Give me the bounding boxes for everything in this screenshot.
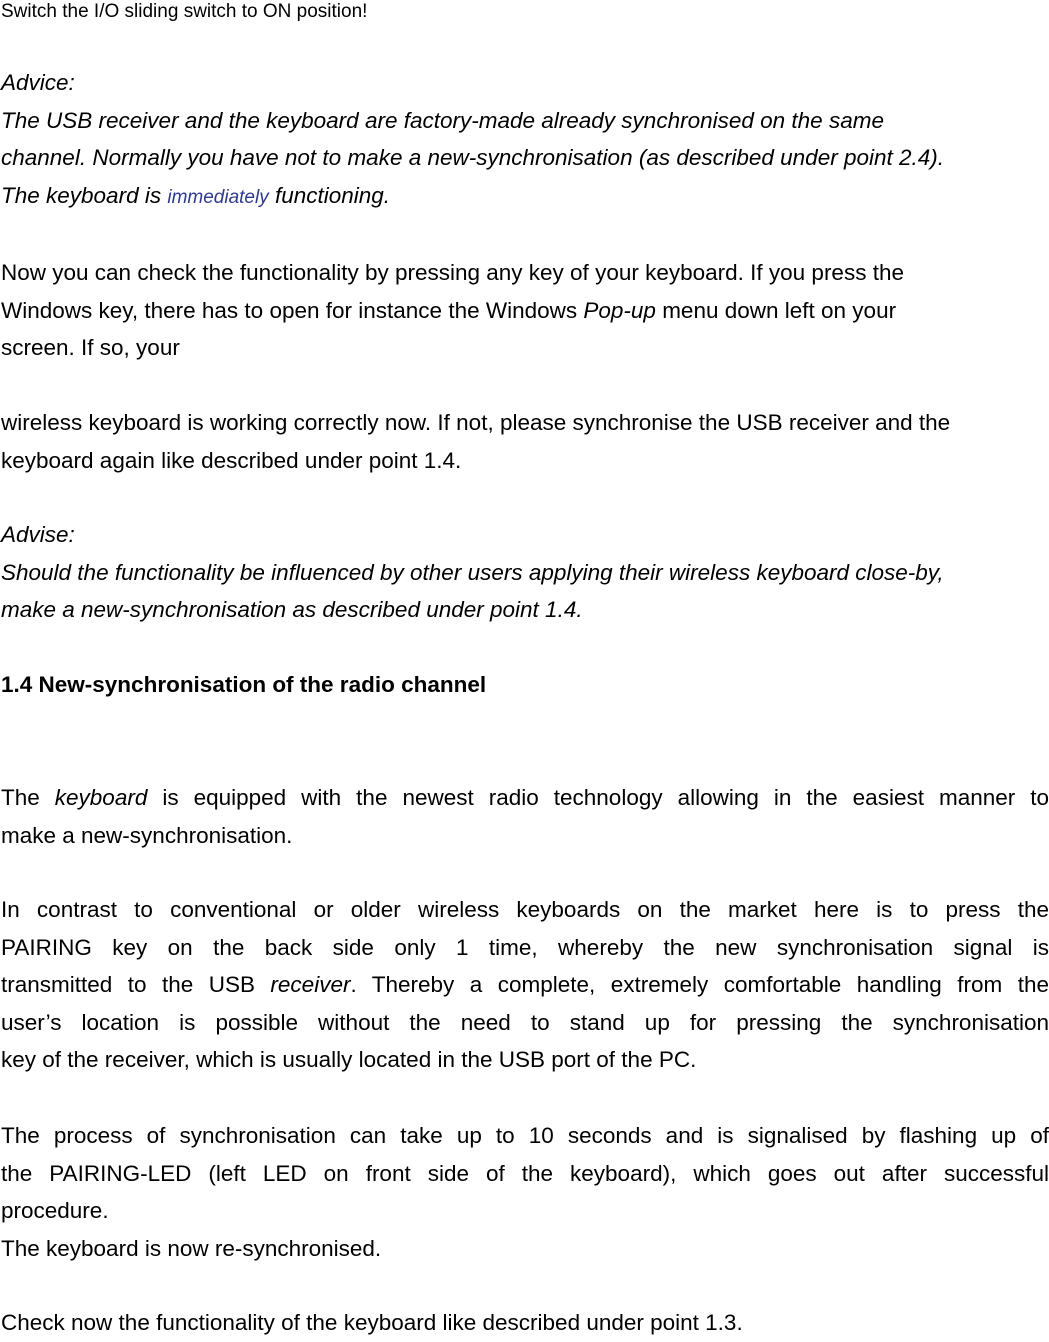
- check-paragraph: [1, 254, 1049, 367]
- contrast-line-1: In contrast to conventional or older wireless keyboards on the market here is to press the: [1, 897, 1049, 922]
- contrast-line-4: user’s location is possible without the need to stand up for pressing the synchronisation: [1, 1009, 1049, 1035]
- intro-line: Switch the I/O sliding switch to ON position!: [1, 1, 368, 22]
- contrast-line-2: PAIRING key on the back side only 1 time, whereby the new synchronisation signal is: [1, 934, 1049, 960]
- check-line-3: screen. If so, your: [1, 335, 180, 360]
- wireless-paragraph: [1, 404, 1049, 479]
- equipped-line-2: make a new-synchronisation.: [1, 822, 293, 848]
- check-line-2: Windows key, there has to open for instance the Windows Pop-up menu down left on your: [1, 297, 897, 323]
- equipped-paragraph: [1, 779, 1049, 854]
- process-line-3: procedure.: [1, 1198, 109, 1223]
- advise-block: [1, 516, 1049, 629]
- advice-label: Advice:: [1, 70, 75, 95]
- final-line: Check now the functionality of the keyboard like described under point 1.3.: [1, 1310, 743, 1335]
- advice-block: [1, 64, 1049, 216]
- advice-line-3: The keyboard is immediately functioning.: [1, 182, 391, 208]
- check-line-1: Now you can check the functionality by pressing any key of your keyboard. If you press the: [1, 260, 904, 285]
- advice-line-1: The USB receiver and the keyboard are factory-made already synchronised on the same: [1, 107, 884, 133]
- contrast-line-5: key of the receiver, which is usually located in the USB port of the PC.: [1, 1047, 697, 1072]
- advise-label: Advise:: [1, 522, 75, 547]
- process-line-4: The keyboard is now re-synchronised.: [1, 1235, 382, 1261]
- wireless-line-1: wireless keyboard is working correctly now. If not, please synchronise the USB receiver and the: [1, 410, 951, 435]
- process-line-2: the PAIRING-LED (left LED on front side of the keyboard), which goes out after successful: [1, 1160, 1049, 1186]
- advice-line-2: channel. Normally you have not to make a new-synchronisation (as described under point 2.4).: [1, 145, 945, 170]
- contrast-line-3: transmitted to the USB receiver. Thereby a complete, extremely comfortable handling from the: [1, 972, 1049, 997]
- process-line-1: The process of synchronisation can take up to 10 seconds and is signalised by flashing up of: [1, 1123, 1049, 1148]
- wireless-line-2: keyboard again like described under point 1.4.: [1, 447, 462, 473]
- advise-line-2: make a new-synchronisation as described under point 1.4.: [1, 597, 583, 622]
- equipped-line-1: The keyboard is equipped with the newest radio technology allowing in the easiest manner to: [1, 785, 1049, 810]
- section-heading: 1.4 New-synchronisation of the radio channel: [1, 672, 487, 697]
- section-heading-block: [1, 666, 1049, 704]
- advise-line-1: Should the functionality be influenced by other users applying their wireless keyboard close-by,: [1, 559, 944, 585]
- process-paragraph: [1, 1117, 1049, 1267]
- immediately-highlight: immediately: [167, 186, 269, 208]
- contrast-paragraph: [1, 891, 1049, 1079]
